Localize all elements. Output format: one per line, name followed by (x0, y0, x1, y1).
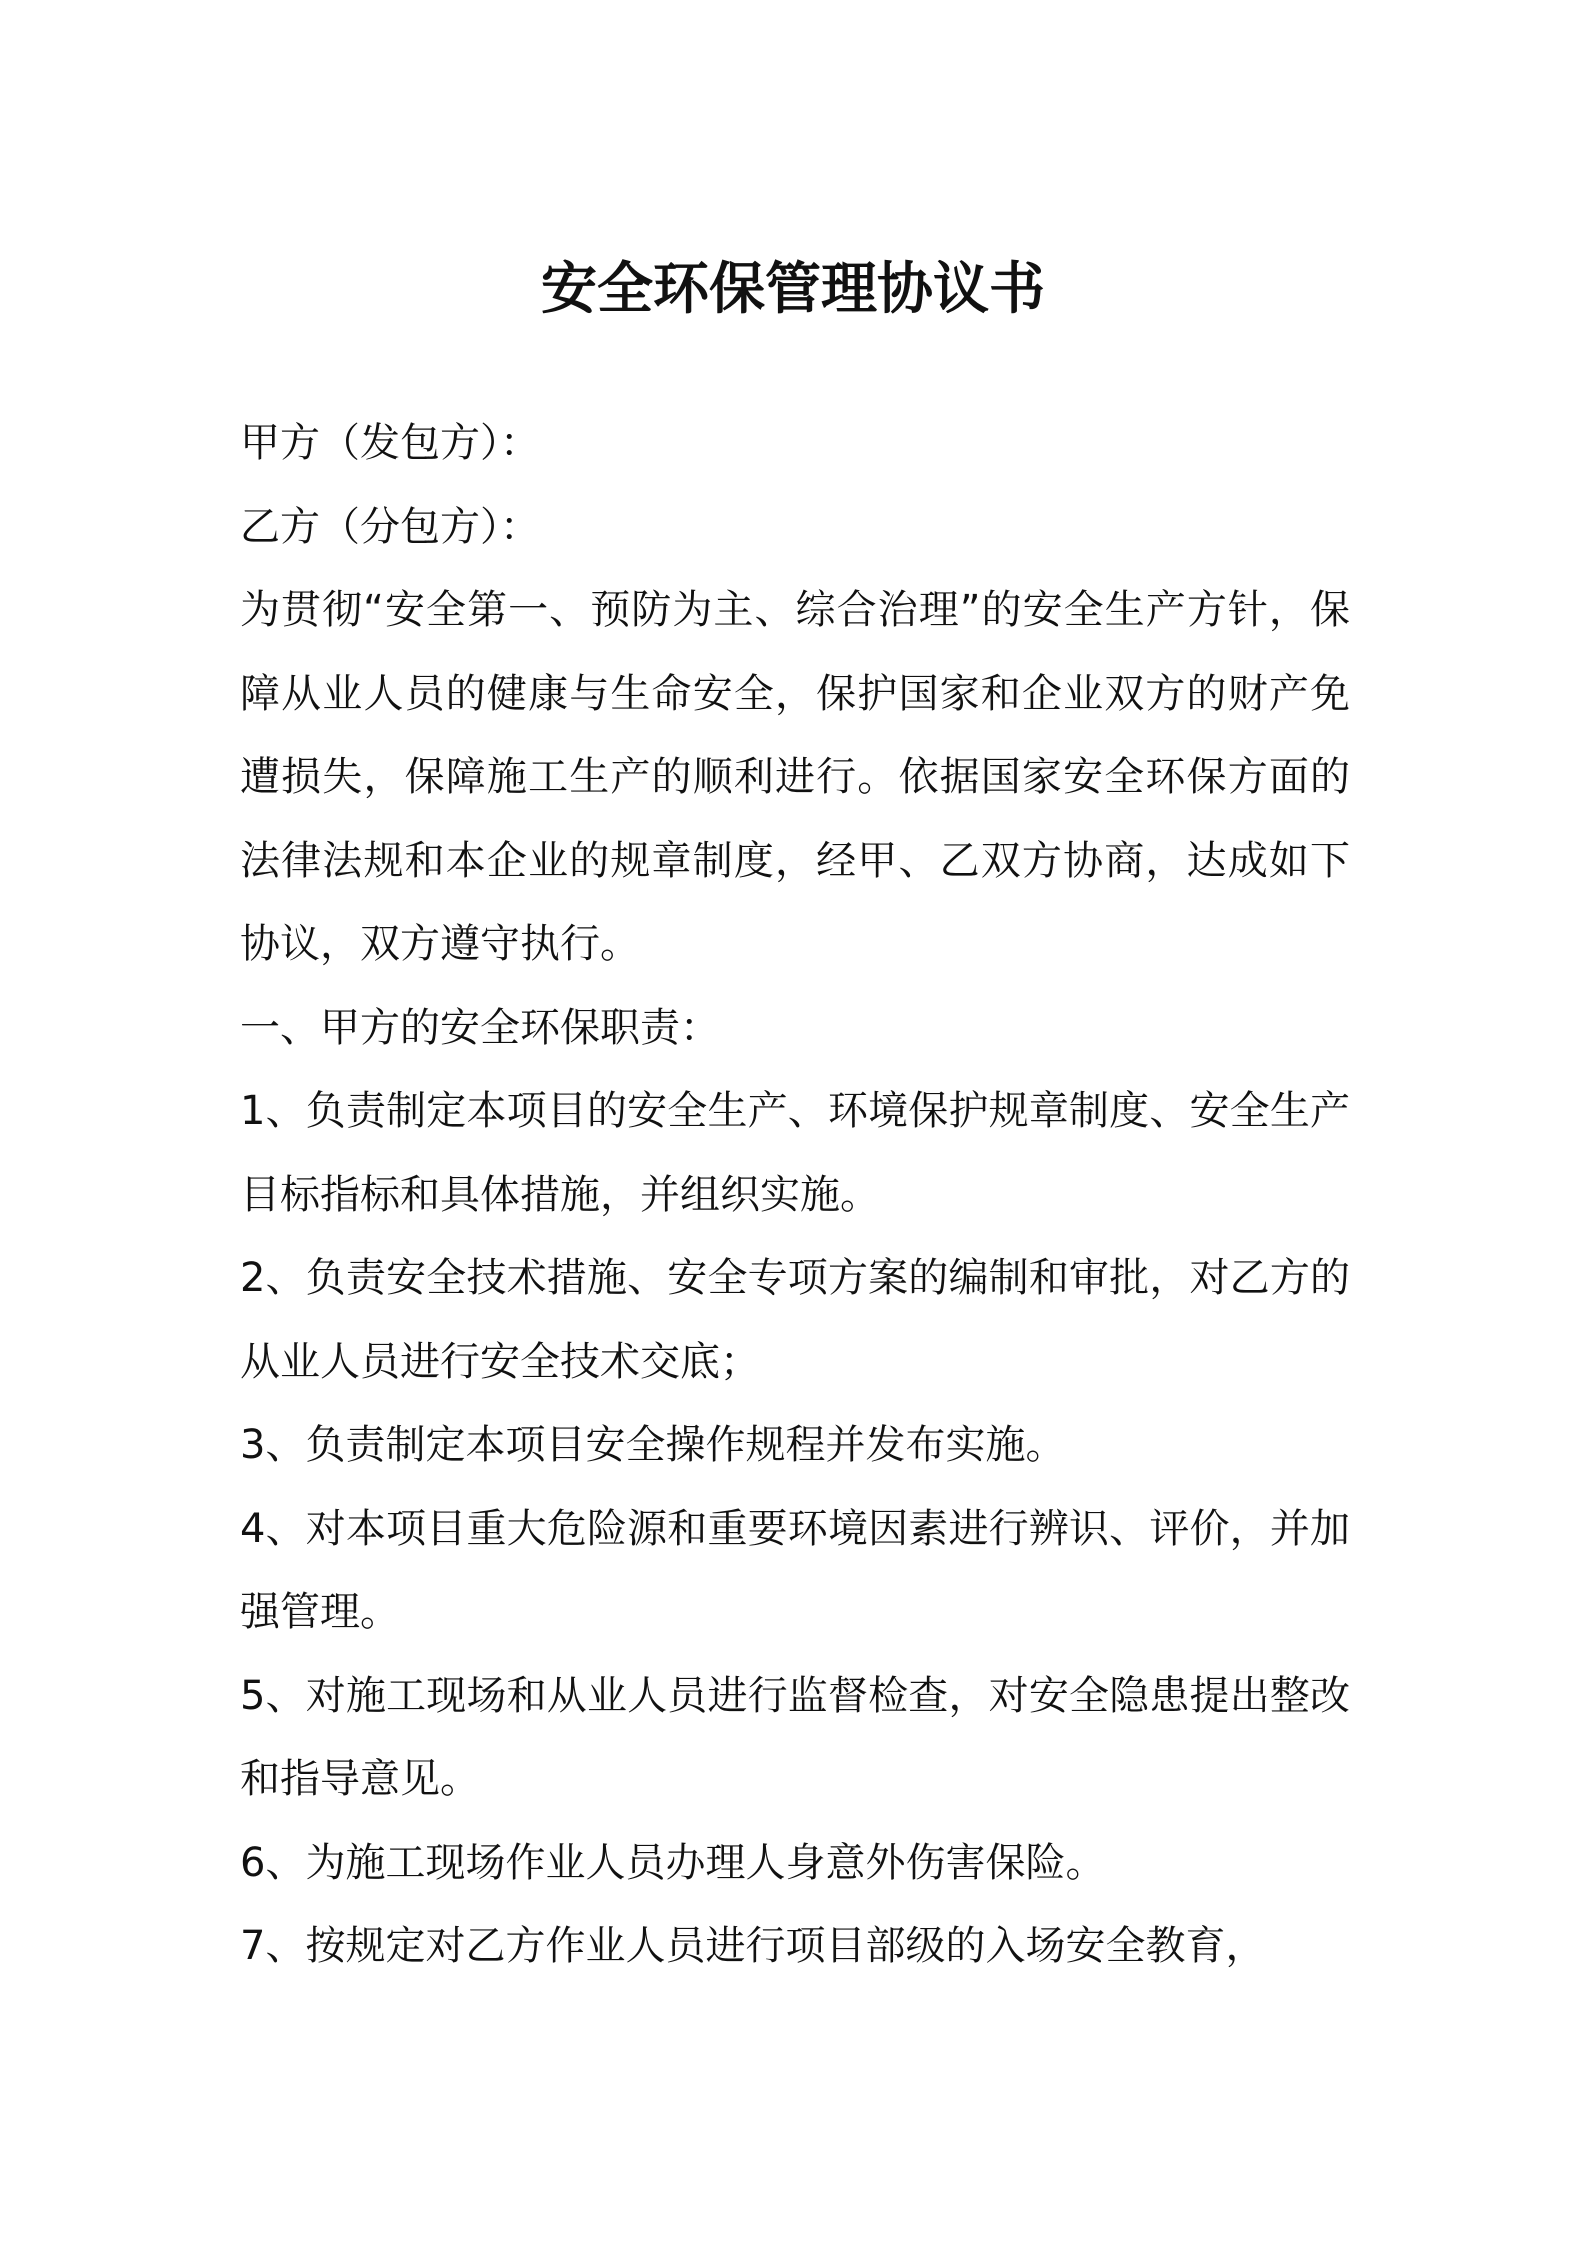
party-b-line: 乙方（分包方）： (240, 503, 540, 550)
document-title: 安全环保管理协议书 (541, 257, 1045, 322)
clause-item: 6、为施工现场作业人员办理人身意外伤害保险。 (240, 1839, 1106, 1886)
clause-item: 4、对本项目重大危险源和重要环境因素进行辨识、评价，并加强管理。 (240, 1505, 1350, 1635)
clause-item: 1、负责制定本项目的安全生产、环境保护规章制度、安全生产目标指标和具体措施，并组织实施。 (240, 1088, 1350, 1218)
clause-item: 5、对施工现场和从业人员进行监督检查，对安全隐患提出整改和指导意见。 (240, 1672, 1350, 1802)
clause-item: 7、按规定对乙方作业人员进行项目部级的入场安全教育， (240, 1923, 1266, 1969)
section-heading: 一、甲方的安全环保职责： (240, 1004, 720, 1051)
clause-item: 2、负责安全技术措施、安全专项方案的编制和审批，对乙方的从业人员进行安全技术交底； (240, 1255, 1350, 1385)
document-body (240, 402, 1350, 1989)
party-a-line: 甲方（发包方）： (240, 420, 540, 466)
preamble-paragraph: 为贯彻“安全第一、预防为主、综合治理”的安全生产方针，保障从业人员的健康与生命安全，保护国家和企业双方的财产免遭损失，保障施工生产的顺利进行。依据国家安全环保方面的法律法规和本企业的规章制度，经甲、乙双方协商，达成如下协议，双方遵守执行。 (240, 587, 1350, 967)
clause-item: 3、负责制定本项目安全操作规程并发布实施。 (240, 1422, 1066, 1468)
